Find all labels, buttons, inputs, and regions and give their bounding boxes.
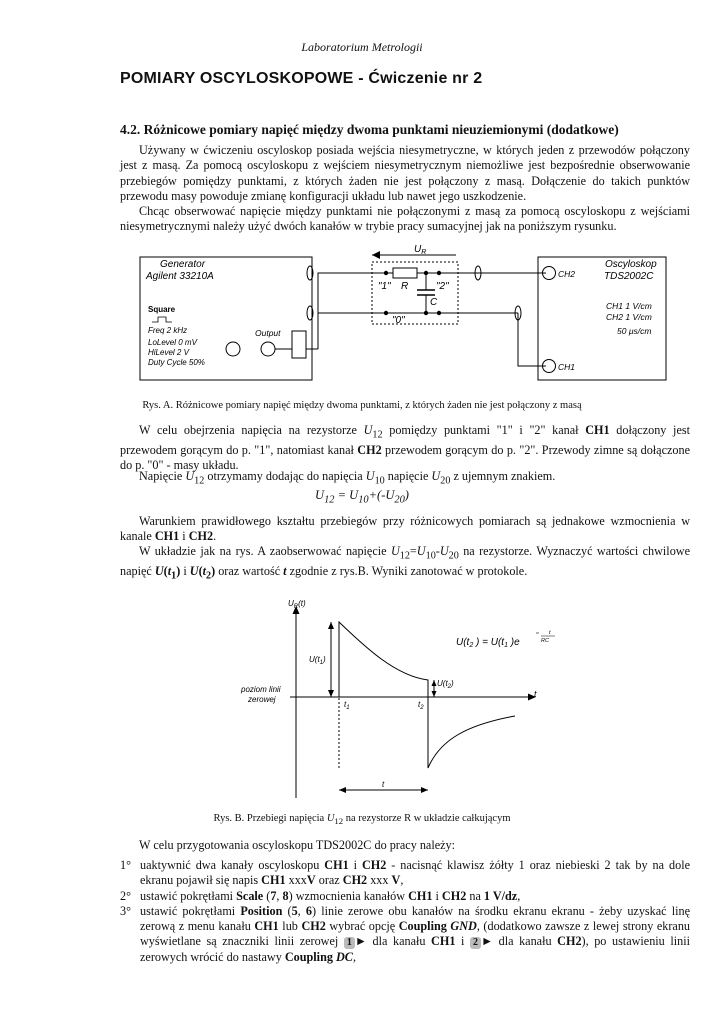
generator-title: Generator bbox=[160, 259, 206, 270]
time-setting: 50 μs/cm bbox=[617, 326, 652, 336]
square-wave-icon bbox=[152, 317, 172, 322]
body-paragraph-4: W układzie jak na rys. A zaobserwować napięcie $U_{12}=U_{10}-U_{20}$ na rezystorze. Wyznaczyć wartości chwilowe napięć $U(t_1)$ i $U(t_2)$ oraz wartość t zgodnie z rys.B. Wyniki zanotować w protokole. bbox=[120, 544, 691, 582]
ch1-setting: CH1 1 V/cm bbox=[606, 301, 652, 311]
wire-1 bbox=[318, 273, 372, 349]
exponent-den: RC bbox=[541, 638, 549, 644]
zero-marker-1-icon: 1 bbox=[344, 937, 355, 949]
sum-formula: $U_{12} = U_{10}+(-U_{20})$ bbox=[315, 488, 409, 506]
freq-setting: Freq 2 kHz bbox=[148, 326, 188, 335]
x-axis-label: t bbox=[534, 689, 537, 699]
wire-ch1 bbox=[518, 313, 546, 366]
list-item: 2° ustawić pokrętłami Scale (7, 8) wzmocnienia kanałów CH1 i CH2 na 1 V/dz, bbox=[120, 888, 521, 903]
figure-b-waveform bbox=[0, 595, 724, 805]
lolevel-setting: LoLevel 0 mV bbox=[148, 338, 197, 347]
body-paragraph-2: Napięcie $U_{12}$ otrzymamy dodając do napięcia $U_{10}$ napięcie $U_{20}$ z ujemnym znakiem. bbox=[139, 469, 556, 487]
output-label: Output bbox=[255, 328, 281, 338]
intro-paragraph-1: Używany w ćwiczeniu oscyloskop posiada wejścia niesymetryczne, w których jeden z przewodów połączony jest z masą. Za pomocą oscyloskopu z wejściem niesymetrycznym niemożliwe jest bezpośrednie obserwowanie przebiegów pomiędzy punktami, z których żaden nie jest połączony z masą. Dołączenie do takich punktów przewodu masy powoduje zmianę konfiguracji układu lub nawet jego uszkodzenie. bbox=[120, 143, 690, 203]
t2-label: $t_2$ bbox=[418, 700, 424, 711]
point-1-label: "1" bbox=[378, 281, 391, 292]
prep-paragraph: W celu przygotowania oscyloskopu TDS2002C do pracy należy: bbox=[139, 838, 456, 852]
connector-output bbox=[261, 342, 275, 356]
section-heading: 4.2. Różnicowe pomiary napięć między dwoma punktami nieuziemionymi (dodatkowe) bbox=[120, 122, 619, 137]
oscilloscope-title: Oscyloskop bbox=[605, 259, 657, 270]
zero-line-label-1: poziom linii bbox=[241, 685, 281, 694]
y-axis-label: $U_R(t)$ bbox=[288, 599, 306, 610]
generator-model: Agilent 33210A bbox=[146, 271, 214, 282]
exponent-num: t bbox=[549, 630, 551, 636]
figure-b-caption: Rys. B. Przebiegi napięcia $U_{12}$ na rezystorze R w układzie całkującym bbox=[213, 813, 511, 827]
resistor-r bbox=[393, 268, 417, 278]
ur-label: $U_R$ bbox=[414, 244, 427, 256]
zero-marker-2-icon: 2 bbox=[470, 937, 481, 949]
intro-paragraph-2: Chcąc obserwować napięcie między punktami nie połączonymi z masą za pomocą oscyloskopu z wejściami niesymetrycznymi należy użyć dwóch kanałów w trybie pracy sumacyjnej jak na poniższym rysunku. bbox=[120, 204, 690, 234]
ch1-label: CH1 bbox=[558, 362, 576, 372]
ut2-label: $U(t_2)$ bbox=[437, 679, 454, 690]
point-2-label: "2" bbox=[436, 281, 449, 292]
body-paragraph-1: W celu obejrzenia napięcia na rezystorze $U_{12}$ pomiędzy punktami "1" i "2" kanał CH1 dołączony jest przewodem gorącym do p. "1", natomiast kanał CH2 przewodem gorącym do p. "2". Przewody zimne są dołączone do p. "0" - masy układu. bbox=[120, 423, 690, 473]
capacitor-label: C bbox=[430, 297, 438, 308]
list-item: 1° uaktywnić dwa kanały oscyloskopu CH1 i CH2 - nacisnąć klawisz żółty 1 oraz niebieski 2 tak by na dole ekranu pojawił się napis CH1 xxxV oraz CH2 xxx V, bbox=[120, 858, 690, 888]
ch2-setting: CH2 1 V/cm bbox=[606, 312, 652, 322]
waveform-square: Square bbox=[148, 305, 176, 314]
resistor-label: R bbox=[401, 281, 409, 292]
duty-setting: Duty Cycle 50% bbox=[148, 358, 205, 367]
ut1-label: $U(t_1)$ bbox=[309, 655, 326, 666]
oscilloscope-model: TDS2002C bbox=[604, 271, 654, 282]
t1-label: $t_1$ bbox=[344, 700, 350, 711]
point-0-label: "0" bbox=[392, 315, 405, 326]
ch2-label: CH2 bbox=[558, 269, 576, 279]
running-header: Laboratorium Metrologii bbox=[301, 40, 423, 54]
bnc-adapter bbox=[292, 331, 306, 358]
connector-sync bbox=[226, 342, 240, 356]
decay-formula: $U(t_2$ ) = $U(t_1$ )e bbox=[456, 637, 520, 649]
zero-line-label-2: zerowej bbox=[248, 695, 276, 704]
period-label: t bbox=[382, 780, 385, 789]
prep-steps-list bbox=[120, 858, 690, 965]
page-title: POMIARY OSCYLOSKOPOWE - Ćwiczenie nr 2 bbox=[120, 70, 483, 87]
wire-0 bbox=[318, 313, 372, 349]
list-item: 3° ustawić pokrętłami Position (5, 6) linie zerowe obu kanałów na środku ekranu ekranu - żeby uzyskać linę zerową z menu kanału CH1 lub CH2 wybrać opcję Coupling GND, (dodatkowo zawsze z lewej strony ekranu wyświetlane są znaczniki linii zerowej 1 ► dla kanału CH1 i 2 ► dla kanału CH2), po ustawieniu linii zerowych wrócić do nastawy Coupling DC, bbox=[120, 903, 691, 964]
hilevel-setting: HiLevel 2 V bbox=[148, 348, 189, 357]
body-paragraph-3: Warunkiem prawidłowego kształtu przebiegów przy różnicowych pomiarach są jednakowe wzmocnienia w kanale CH1 i CH2. bbox=[120, 514, 690, 544]
figure-a-caption: Rys. A. Różnicowe pomiary napięć między dwoma punktami, z których żaden nie jest połączony z masą bbox=[142, 400, 582, 411]
figure-a-circuit bbox=[0, 240, 724, 385]
